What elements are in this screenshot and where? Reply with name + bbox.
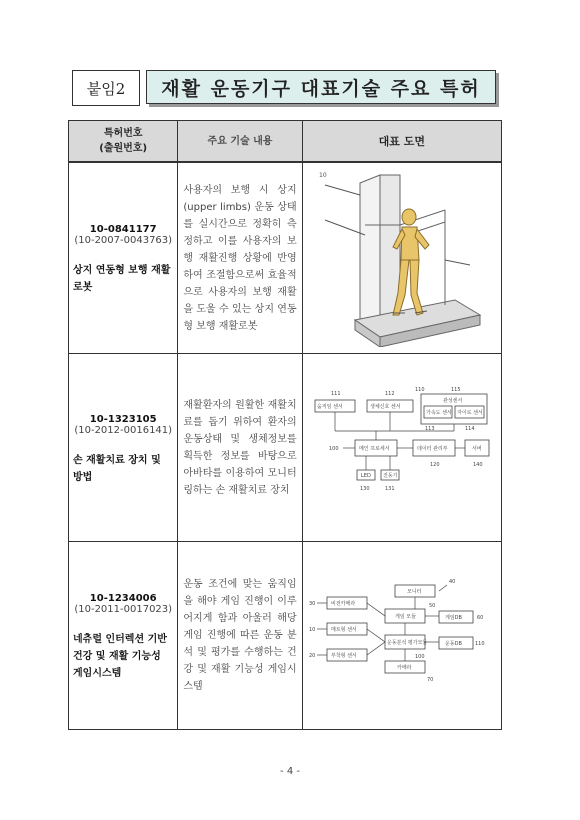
table-row bbox=[69, 542, 502, 730]
fig-ref: 10 bbox=[308, 626, 315, 633]
fig-box: 움직임 센서 bbox=[316, 403, 343, 410]
fig-ref: 20 bbox=[308, 652, 315, 659]
fig-box: 자이로 센서 bbox=[456, 409, 483, 416]
fig-box: 운동분석 평가모듈 bbox=[386, 639, 427, 646]
svg-text:10: 10 bbox=[318, 172, 327, 179]
drawing-cell bbox=[302, 354, 501, 542]
application-number: (10-2007-0043763) bbox=[74, 235, 173, 246]
tech-description: 사용자의 보행 시 상지(upper limbs) 운동 상태를 실시간으로 정확히 측정하고 이를 사용자의 보행 재활진행 상황에 반영하여 조절함으로써 효율적으로 사용자의 보행 재활을 도울 수 있는 상지 연동형 보행 재활로봇 bbox=[183, 184, 297, 332]
fig-ref: 130 bbox=[359, 485, 370, 492]
patent-table bbox=[68, 120, 502, 730]
page-title: 재활 운동기구 대표기술 주요 특허 bbox=[146, 70, 496, 104]
fig-box: 모니터 bbox=[406, 588, 422, 595]
fig-ref: 100 bbox=[328, 445, 339, 452]
patent-number: 10-0841177 bbox=[89, 224, 157, 235]
fig-box: 메인 프로세서 bbox=[358, 445, 390, 452]
fig-box: 매트형 센서 bbox=[330, 626, 357, 633]
fig-ref: 110 bbox=[414, 386, 425, 393]
header-patent-number-line2: (출원번호) bbox=[99, 143, 148, 154]
fig-box: 운동DB bbox=[444, 640, 462, 647]
gait-robot-drawing bbox=[305, 165, 495, 347]
table-row bbox=[69, 354, 502, 542]
fig-ref: 70 bbox=[426, 676, 433, 683]
patent-number: 10-1234006 bbox=[89, 593, 157, 604]
tech-description-cell bbox=[178, 162, 302, 354]
fig-box: 서버 bbox=[471, 445, 482, 452]
header-patent-number bbox=[69, 121, 178, 163]
tech-description: 운동 조건에 맞는 움직임을 해야 게임 진행이 이루어지게 함과 아울러 해당 게임 진행에 따른 운동 분석 및 평가를 수행하는 건강 및 재활 기능성 게임시스템 bbox=[183, 579, 297, 692]
fig-box: 진동기 bbox=[382, 472, 398, 479]
fig-ref: 60 bbox=[476, 614, 483, 621]
drawing-cell bbox=[302, 542, 501, 730]
table-header-row bbox=[69, 121, 502, 163]
fig-ref: 113 bbox=[424, 425, 435, 432]
fig-box: LED bbox=[360, 472, 371, 479]
page-number: - 4 - bbox=[280, 766, 300, 777]
fig-ref: 114 bbox=[464, 425, 475, 432]
fig-box: 게임DB bbox=[444, 614, 462, 621]
fig-box: 부착형 센서 bbox=[330, 652, 357, 659]
header-patent-number-line1: 특허번호 bbox=[103, 128, 143, 139]
patent-title: 네츄럴 인터렉션 기반 건강 및 재활 기능성 게임시스템 bbox=[73, 634, 167, 679]
fig-ref: 115 bbox=[450, 386, 461, 393]
tech-description-cell bbox=[178, 354, 302, 542]
fig-ref: 30 bbox=[308, 600, 315, 607]
patent-title: 손 재활치료 장치 및 방법 bbox=[73, 454, 161, 483]
attachment-tag: 붙임2 bbox=[72, 70, 140, 106]
table-row bbox=[69, 162, 502, 354]
fig-ref: 131 bbox=[384, 485, 395, 492]
fig-box: 관성센서 bbox=[442, 397, 462, 404]
fig-box: 카메라 bbox=[396, 664, 412, 671]
fig-ref: 40 bbox=[448, 578, 455, 585]
tech-description-cell bbox=[178, 542, 302, 730]
patent-info-cell bbox=[69, 354, 178, 542]
fig-box: 생체신호 센서 bbox=[369, 403, 401, 410]
game-system-block-diagram bbox=[305, 569, 495, 699]
fig-ref: 140 bbox=[472, 461, 483, 468]
patent-info-cell bbox=[69, 162, 178, 354]
fig-ref: 110 bbox=[474, 640, 485, 647]
fig-ref: 50 bbox=[428, 602, 435, 609]
patent-number: 10-1323105 bbox=[89, 413, 157, 425]
fig-box: 비전카메라 bbox=[330, 600, 355, 607]
header-drawing: 대표 도면 bbox=[302, 121, 501, 163]
fig-ref: 100 bbox=[414, 653, 425, 660]
application-number: (10-2012-0016141) bbox=[74, 424, 173, 436]
fig-ref: 111 bbox=[330, 390, 341, 397]
fig-box: 데이터 관리부 bbox=[416, 445, 448, 452]
application-number: (10-2011-0017023) bbox=[74, 604, 173, 615]
drawing-cell bbox=[302, 162, 501, 354]
tech-description: 재활환자의 원활한 재활치료를 돕기 위하여 환자의 운동상태 및 생체정보를 획득한 정보를 바탕으로 아바타를 이용하여 모니터링하는 손 재활치료 장치 bbox=[183, 399, 297, 496]
fig-ref: 120 bbox=[429, 461, 440, 468]
hand-rehab-block-diagram bbox=[305, 386, 495, 506]
fig-box: 가속도 센서 bbox=[425, 409, 452, 416]
patent-title: 상지 연동형 보행 재활로봇 bbox=[73, 265, 171, 293]
fig-ref: 112 bbox=[384, 390, 395, 397]
header-main-tech: 주요 기술 내용 bbox=[178, 121, 302, 163]
patent-info-cell bbox=[69, 542, 178, 730]
fig-box: 게임 모듈 bbox=[394, 613, 416, 620]
